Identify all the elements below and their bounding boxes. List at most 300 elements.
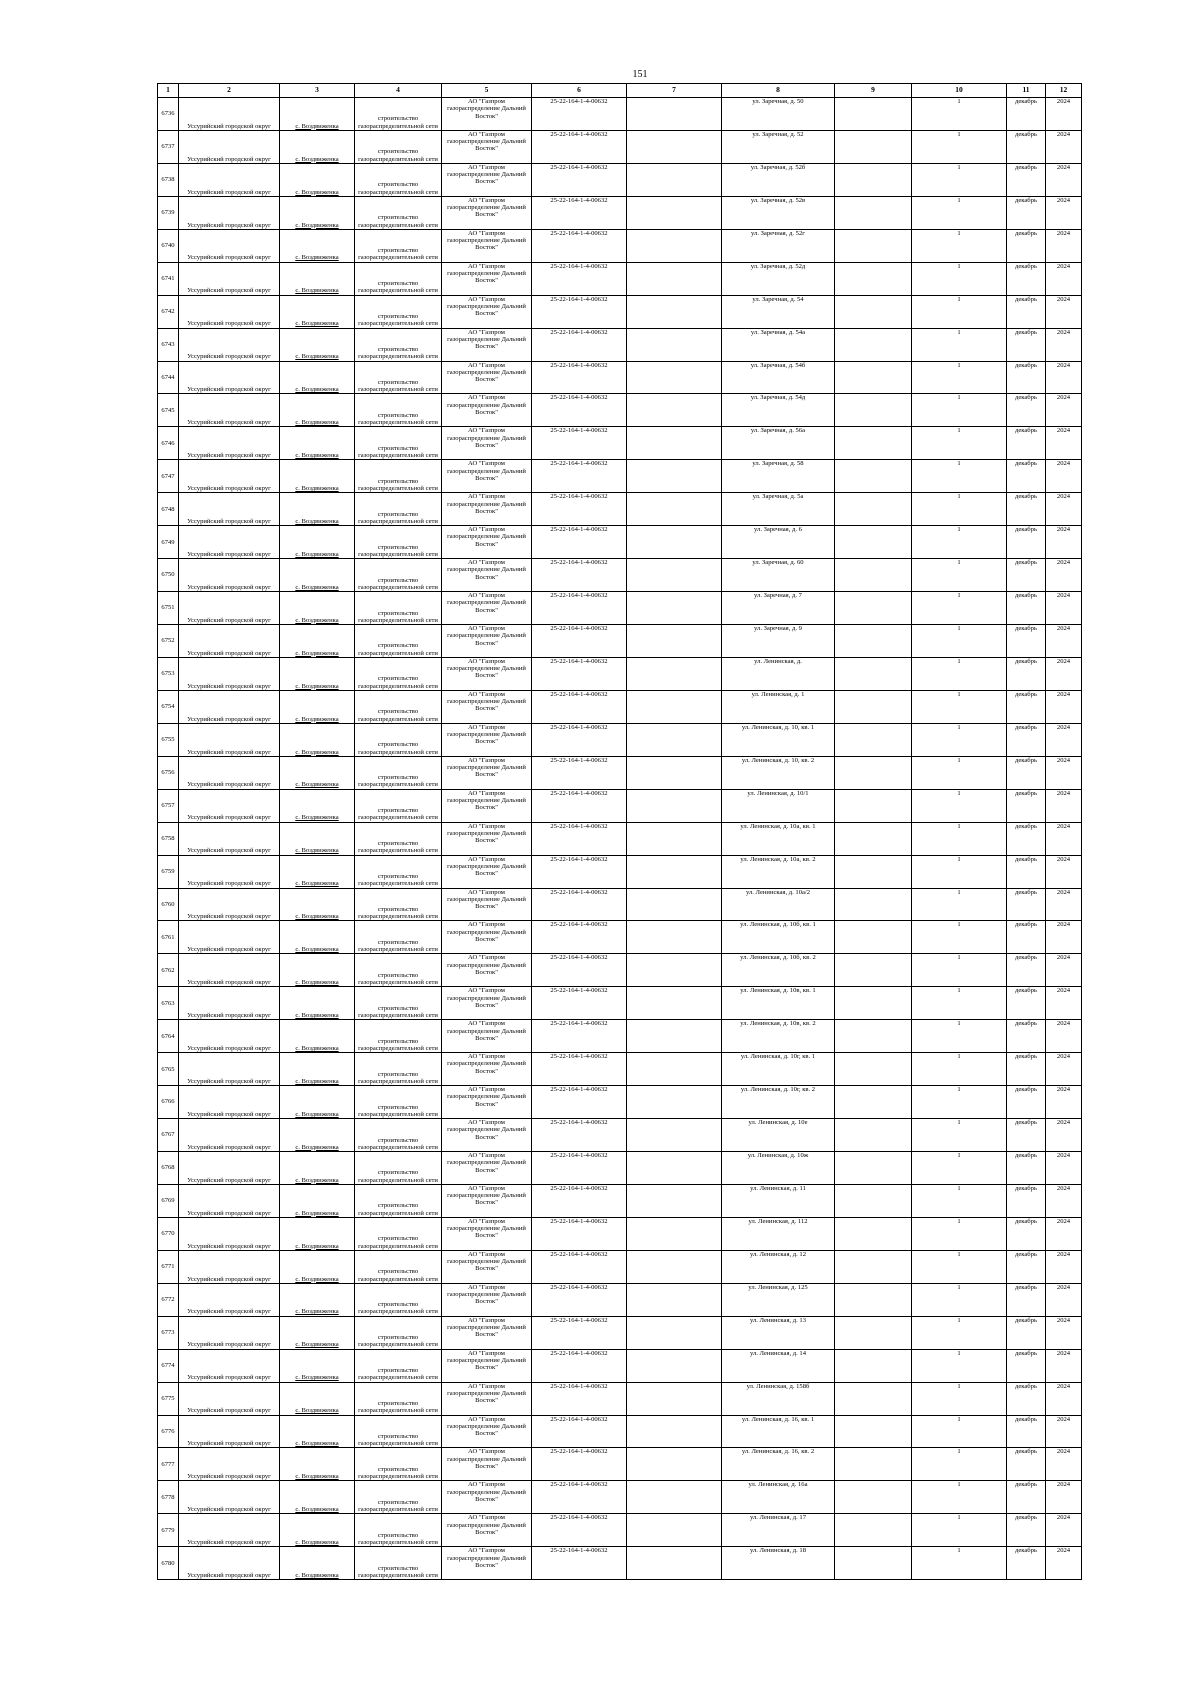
- work-type-cell: строительство газораспределительной сети: [355, 954, 442, 987]
- village-cell: [280, 855, 355, 888]
- row-number: 6767: [158, 1119, 179, 1152]
- work-type-cell: строительство газораспределительной сети: [355, 1119, 442, 1152]
- column-9-cell: [835, 1283, 912, 1316]
- column-9-cell: [835, 196, 912, 229]
- table-row: [158, 657, 1082, 690]
- month-cell: декабрь: [1007, 954, 1046, 987]
- column-9-cell: [835, 690, 912, 723]
- document-number-cell: 25-22-164-1-4-00632: [532, 1514, 627, 1547]
- organization-cell: АО "Газпром газораспределение Дальний Восток": [442, 295, 532, 328]
- document-number-cell: 25-22-164-1-4-00632: [532, 723, 627, 756]
- address-cell: ул. Заречная, д. 60: [722, 559, 835, 592]
- village-cell: [280, 229, 355, 262]
- column-7-cell: [627, 1382, 722, 1415]
- village-cell: [280, 954, 355, 987]
- district-cell: Уссурийский городской округ: [179, 987, 280, 1020]
- quantity-cell: 1: [912, 328, 1007, 361]
- document-number-cell: 25-22-164-1-4-00632: [532, 1448, 627, 1481]
- year-cell: 2024: [1046, 855, 1082, 888]
- address-cell: ул. Заречная, д. 52д: [722, 262, 835, 295]
- organization-cell: АО "Газпром газораспределение Дальний Восток": [442, 690, 532, 723]
- year-cell: 2024: [1046, 559, 1082, 592]
- village-cell: [280, 1152, 355, 1185]
- village-cell: [280, 262, 355, 295]
- table-row: [158, 1250, 1082, 1283]
- column-7-cell: [627, 1481, 722, 1514]
- organization-cell: АО "Газпром газораспределение Дальний Восток": [442, 888, 532, 921]
- column-9-cell: [835, 394, 912, 427]
- year-cell: 2024: [1046, 921, 1082, 954]
- column-7-cell: [627, 1415, 722, 1448]
- row-number: 6755: [158, 723, 179, 756]
- district-cell: Уссурийский городской округ: [179, 921, 280, 954]
- organization-cell: АО "Газпром газораспределение Дальний Восток": [442, 1349, 532, 1382]
- village-label: с. Воздвиженка: [295, 1275, 339, 1283]
- village-cell: [280, 1415, 355, 1448]
- village-label: с. Воздвиженка: [295, 1539, 339, 1546]
- village-label: с. Воздвиженка: [295, 485, 339, 492]
- village-cell: [280, 394, 355, 427]
- organization-cell: АО "Газпром газораспределение Дальний Восток": [442, 1119, 532, 1152]
- month-cell: декабрь: [1007, 921, 1046, 954]
- month-cell: декабрь: [1007, 1382, 1046, 1415]
- column-9-cell: [835, 130, 912, 163]
- column-9-cell: [835, 592, 912, 625]
- year-cell: 2024: [1046, 1547, 1082, 1580]
- work-type-cell: строительство газораспределительной сети: [355, 756, 442, 789]
- column-9-cell: [835, 328, 912, 361]
- column-7-cell: [627, 394, 722, 427]
- district-cell: Уссурийский городской округ: [179, 394, 280, 427]
- village-cell: [280, 1020, 355, 1053]
- district-cell: Уссурийский городской округ: [179, 1119, 280, 1152]
- month-cell: декабрь: [1007, 1547, 1046, 1580]
- year-cell: 2024: [1046, 1382, 1082, 1415]
- year-cell: 2024: [1046, 1086, 1082, 1119]
- village-label: с. Воздвиженка: [295, 419, 339, 427]
- row-number: 6747: [158, 460, 179, 493]
- year-cell: 2024: [1046, 1415, 1082, 1448]
- year-cell: 2024: [1046, 625, 1082, 658]
- table-row: [158, 1217, 1082, 1250]
- address-cell: ул. Ленинская, д. 10/1: [722, 789, 835, 822]
- village-cell: [280, 1217, 355, 1250]
- column-7-cell: [627, 262, 722, 295]
- district-cell: Уссурийский городской округ: [179, 229, 280, 262]
- village-label: с. Воздвиженка: [295, 682, 339, 690]
- document-number-cell: 25-22-164-1-4-00632: [532, 394, 627, 427]
- table-row: [158, 460, 1082, 493]
- column-7-cell: [627, 328, 722, 361]
- village-cell: [280, 1382, 355, 1415]
- column-9-cell: [835, 229, 912, 262]
- column-7-cell: [627, 361, 722, 394]
- document-number-cell: 25-22-164-1-4-00632: [532, 130, 627, 163]
- column-7-cell: [627, 1349, 722, 1382]
- work-type-cell: строительство газораспределительной сети: [355, 592, 442, 625]
- document-number-cell: 25-22-164-1-4-00632: [532, 987, 627, 1020]
- document-number-cell: 25-22-164-1-4-00632: [532, 559, 627, 592]
- address-cell: ул. Заречная, д. 52в: [722, 196, 835, 229]
- quantity-cell: 1: [912, 1250, 1007, 1283]
- organization-cell: АО "Газпром газораспределение Дальний Восток": [442, 361, 532, 394]
- village-cell: [280, 592, 355, 625]
- work-type-cell: строительство газораспределительной сети: [355, 1415, 442, 1448]
- row-number: 6744: [158, 361, 179, 394]
- village-label: с. Воздвиженка: [295, 814, 339, 822]
- year-cell: 2024: [1046, 822, 1082, 855]
- quantity-cell: 1: [912, 1415, 1007, 1448]
- year-cell: 2024: [1046, 427, 1082, 460]
- quantity-cell: 1: [912, 657, 1007, 690]
- row-number: 6769: [158, 1184, 179, 1217]
- organization-cell: АО "Газпром газораспределение Дальний Восток": [442, 460, 532, 493]
- column-9-cell: [835, 526, 912, 559]
- village-label: с. Воздвиженка: [295, 320, 339, 328]
- year-cell: 2024: [1046, 1250, 1082, 1283]
- village-label: с. Воздвиженка: [295, 188, 339, 196]
- organization-cell: АО "Газпром газораспределение Дальний Восток": [442, 1382, 532, 1415]
- month-cell: декабрь: [1007, 493, 1046, 526]
- row-number: 6752: [158, 625, 179, 658]
- year-cell: 2024: [1046, 1020, 1082, 1053]
- table-row: [158, 822, 1082, 855]
- column-header: 4: [355, 84, 442, 98]
- organization-cell: АО "Газпром газораспределение Дальний Восток": [442, 789, 532, 822]
- table-row: [158, 262, 1082, 295]
- document-number-cell: 25-22-164-1-4-00632: [532, 1349, 627, 1382]
- village-cell: [280, 625, 355, 658]
- district-cell: Уссурийский городской округ: [179, 1250, 280, 1283]
- village-label: с. Воздвиженка: [295, 715, 339, 723]
- month-cell: декабрь: [1007, 855, 1046, 888]
- column-9-cell: [835, 1053, 912, 1086]
- month-cell: декабрь: [1007, 822, 1046, 855]
- district-cell: Уссурийский городской округ: [179, 1514, 280, 1547]
- work-type-cell: строительство газораспределительной сети: [355, 822, 442, 855]
- month-cell: декабрь: [1007, 361, 1046, 394]
- work-type-cell: строительство газораспределительной сети: [355, 328, 442, 361]
- village-label: с. Воздвиженка: [295, 1341, 339, 1349]
- work-type-cell: строительство газораспределительной сети: [355, 1547, 442, 1580]
- document-number-cell: 25-22-164-1-4-00632: [532, 1316, 627, 1349]
- column-7-cell: [627, 493, 722, 526]
- quantity-cell: 1: [912, 625, 1007, 658]
- quantity-cell: 1: [912, 526, 1007, 559]
- address-cell: ул. Заречная, д. 9: [722, 625, 835, 658]
- district-cell: Уссурийский городской округ: [179, 1448, 280, 1481]
- work-type-cell: строительство газораспределительной сети: [355, 1514, 442, 1547]
- quantity-cell: 1: [912, 427, 1007, 460]
- quantity-cell: 1: [912, 460, 1007, 493]
- village-label: с. Воздвиженка: [295, 1012, 339, 1019]
- organization-cell: АО "Газпром газораспределение Дальний Восток": [442, 954, 532, 987]
- column-9-cell: [835, 921, 912, 954]
- document-number-cell: 25-22-164-1-4-00632: [532, 756, 627, 789]
- district-cell: Уссурийский городской округ: [179, 1349, 280, 1382]
- organization-cell: АО "Газпром газораспределение Дальний Восток": [442, 1020, 532, 1053]
- organization-cell: АО "Газпром газораспределение Дальний Восток": [442, 1086, 532, 1119]
- quantity-cell: 1: [912, 921, 1007, 954]
- village-label: с. Воздвиженка: [295, 452, 339, 460]
- year-cell: 2024: [1046, 789, 1082, 822]
- address-cell: ул. Ленинская, д. 17: [722, 1514, 835, 1547]
- district-cell: Уссурийский городской округ: [179, 493, 280, 526]
- document-number-cell: 25-22-164-1-4-00632: [532, 98, 627, 131]
- organization-cell: АО "Газпром газораспределение Дальний Восток": [442, 625, 532, 658]
- table-row: [158, 1514, 1082, 1547]
- row-number: 6766: [158, 1086, 179, 1119]
- address-cell: ул. Заречная, д. 5а: [722, 493, 835, 526]
- year-cell: 2024: [1046, 361, 1082, 394]
- village-label: с. Воздвиженка: [295, 1176, 339, 1184]
- column-7-cell: [627, 1217, 722, 1250]
- row-number: 6771: [158, 1250, 179, 1283]
- table-row: [158, 1053, 1082, 1086]
- quantity-cell: 1: [912, 723, 1007, 756]
- district-cell: Уссурийский городской округ: [179, 756, 280, 789]
- village-cell: [280, 1448, 355, 1481]
- row-number: 6768: [158, 1152, 179, 1185]
- village-cell: [280, 196, 355, 229]
- year-cell: 2024: [1046, 1217, 1082, 1250]
- table-row: [158, 295, 1082, 328]
- village-cell: [280, 1316, 355, 1349]
- row-number: 6741: [158, 262, 179, 295]
- month-cell: декабрь: [1007, 1086, 1046, 1119]
- month-cell: декабрь: [1007, 1119, 1046, 1152]
- village-label: с. Воздвиженка: [295, 847, 339, 855]
- column-7-cell: [627, 855, 722, 888]
- work-type-cell: строительство газораспределительной сети: [355, 888, 442, 921]
- month-cell: декабрь: [1007, 723, 1046, 756]
- village-label: с. Воздвиженка: [295, 946, 339, 954]
- village-cell: [280, 1547, 355, 1580]
- column-header: 1: [158, 84, 179, 98]
- month-cell: декабрь: [1007, 987, 1046, 1020]
- address-cell: ул. Ленинская, д. 10б, кв. 2: [722, 954, 835, 987]
- month-cell: декабрь: [1007, 130, 1046, 163]
- column-7-cell: [627, 625, 722, 658]
- year-cell: 2024: [1046, 1119, 1082, 1152]
- column-9-cell: [835, 1152, 912, 1185]
- village-cell: [280, 1514, 355, 1547]
- work-type-cell: строительство газораспределительной сети: [355, 163, 442, 196]
- row-number: 6763: [158, 987, 179, 1020]
- village-cell: [280, 756, 355, 789]
- quantity-cell: 1: [912, 295, 1007, 328]
- year-cell: 2024: [1046, 987, 1082, 1020]
- column-7-cell: [627, 1086, 722, 1119]
- column-9-cell: [835, 1547, 912, 1580]
- document-number-cell: 25-22-164-1-4-00632: [532, 1152, 627, 1185]
- row-number: 6746: [158, 427, 179, 460]
- column-7-cell: [627, 130, 722, 163]
- table-row: [158, 130, 1082, 163]
- column-9-cell: [835, 1514, 912, 1547]
- document-number-cell: 25-22-164-1-4-00632: [532, 196, 627, 229]
- row-number: 6749: [158, 526, 179, 559]
- quantity-cell: 1: [912, 98, 1007, 131]
- column-7-cell: [627, 756, 722, 789]
- quantity-cell: 1: [912, 1053, 1007, 1086]
- column-7-cell: [627, 789, 722, 822]
- column-7-cell: [627, 98, 722, 131]
- address-cell: ул. Ленинская, д. 16, кв. 2: [722, 1448, 835, 1481]
- village-label: с. Воздвиженка: [295, 353, 339, 361]
- village-cell: [280, 295, 355, 328]
- district-cell: Уссурийский городской округ: [179, 789, 280, 822]
- address-cell: ул. Заречная, д. 52: [722, 130, 835, 163]
- column-7-cell: [627, 657, 722, 690]
- document-number-cell: 25-22-164-1-4-00632: [532, 163, 627, 196]
- table-row: [158, 723, 1082, 756]
- village-cell: [280, 460, 355, 493]
- year-cell: 2024: [1046, 1349, 1082, 1382]
- village-cell: [280, 822, 355, 855]
- work-type-cell: строительство газораспределительной сети: [355, 987, 442, 1020]
- district-cell: Уссурийский городской округ: [179, 1217, 280, 1250]
- row-number: 6765: [158, 1053, 179, 1086]
- column-7-cell: [627, 1514, 722, 1547]
- quantity-cell: 1: [912, 163, 1007, 196]
- document-number-cell: 25-22-164-1-4-00632: [532, 1283, 627, 1316]
- document-number-cell: 25-22-164-1-4-00632: [532, 262, 627, 295]
- organization-cell: АО "Газпром газораспределение Дальний Восток": [442, 526, 532, 559]
- month-cell: декабрь: [1007, 1481, 1046, 1514]
- column-9-cell: [835, 559, 912, 592]
- column-7-cell: [627, 888, 722, 921]
- month-cell: декабрь: [1007, 1349, 1046, 1382]
- column-header: 9: [835, 84, 912, 98]
- column-7-cell: [627, 987, 722, 1020]
- work-type-cell: строительство газораспределительной сети: [355, 1184, 442, 1217]
- quantity-cell: 1: [912, 1217, 1007, 1250]
- quantity-cell: 1: [912, 1481, 1007, 1514]
- month-cell: декабрь: [1007, 888, 1046, 921]
- village-label: с. Воздвиженка: [295, 1571, 339, 1579]
- village-label: с. Воздвиженка: [295, 979, 339, 987]
- table-row: [158, 1481, 1082, 1514]
- row-number: 6772: [158, 1283, 179, 1316]
- village-label: с. Воздвиженка: [295, 1077, 339, 1085]
- work-type-cell: строительство газораспределительной сети: [355, 526, 442, 559]
- address-cell: ул. Заречная, д. 54д: [722, 394, 835, 427]
- district-cell: Уссурийский городской округ: [179, 1547, 280, 1580]
- address-cell: ул. Ленинская, д. 10в, кв. 2: [722, 1020, 835, 1053]
- column-7-cell: [627, 954, 722, 987]
- column-9-cell: [835, 723, 912, 756]
- quantity-cell: 1: [912, 394, 1007, 427]
- month-cell: декабрь: [1007, 559, 1046, 592]
- year-cell: 2024: [1046, 888, 1082, 921]
- table-row: [158, 1382, 1082, 1415]
- village-label: с. Воздвиженка: [295, 155, 339, 163]
- organization-cell: АО "Газпром газораспределение Дальний Восток": [442, 1316, 532, 1349]
- table-row: [158, 163, 1082, 196]
- work-type-cell: строительство газораспределительной сети: [355, 196, 442, 229]
- column-7-cell: [627, 1547, 722, 1580]
- column-9-cell: [835, 1415, 912, 1448]
- address-cell: ул. Заречная, д. 54б: [722, 361, 835, 394]
- document-number-cell: 25-22-164-1-4-00632: [532, 625, 627, 658]
- year-cell: 2024: [1046, 295, 1082, 328]
- quantity-cell: 1: [912, 1086, 1007, 1119]
- column-9-cell: [835, 98, 912, 131]
- quantity-cell: 1: [912, 1349, 1007, 1382]
- column-7-cell: [627, 460, 722, 493]
- document-number-cell: 25-22-164-1-4-00632: [532, 526, 627, 559]
- work-type-cell: строительство газораспределительной сети: [355, 1053, 442, 1086]
- document-number-cell: 25-22-164-1-4-00632: [532, 295, 627, 328]
- quantity-cell: 1: [912, 954, 1007, 987]
- quantity-cell: 1: [912, 1020, 1007, 1053]
- year-cell: 2024: [1046, 1184, 1082, 1217]
- row-number: 6753: [158, 657, 179, 690]
- document-number-cell: 25-22-164-1-4-00632: [532, 361, 627, 394]
- address-cell: ул. Заречная, д. 52б: [722, 163, 835, 196]
- column-7-cell: [627, 1283, 722, 1316]
- village-cell: [280, 789, 355, 822]
- month-cell: декабрь: [1007, 592, 1046, 625]
- organization-cell: АО "Газпром газораспределение Дальний Восток": [442, 1184, 532, 1217]
- work-type-cell: строительство газораспределительной сети: [355, 625, 442, 658]
- village-label: с. Воздвиженка: [295, 781, 339, 789]
- address-cell: ул. Ленинская, д. 125: [722, 1283, 835, 1316]
- organization-cell: АО "Газпром газораспределение Дальний Восток": [442, 98, 532, 131]
- district-cell: Уссурийский городской округ: [179, 625, 280, 658]
- district-cell: Уссурийский городской округ: [179, 723, 280, 756]
- village-cell: [280, 1184, 355, 1217]
- column-9-cell: [835, 1020, 912, 1053]
- column-9-cell: [835, 493, 912, 526]
- row-number: 6740: [158, 229, 179, 262]
- month-cell: декабрь: [1007, 1415, 1046, 1448]
- row-number: 6770: [158, 1217, 179, 1250]
- month-cell: декабрь: [1007, 789, 1046, 822]
- column-header: 3: [280, 84, 355, 98]
- village-label: с. Воздвиженка: [295, 880, 339, 888]
- quantity-cell: 1: [912, 130, 1007, 163]
- document-number-cell: 25-22-164-1-4-00632: [532, 921, 627, 954]
- table-row: [158, 361, 1082, 394]
- quantity-cell: 1: [912, 1184, 1007, 1217]
- organization-cell: АО "Газпром газораспределение Дальний Восток": [442, 559, 532, 592]
- table-row: [158, 394, 1082, 427]
- work-type-cell: строительство газораспределительной сети: [355, 657, 442, 690]
- address-cell: ул. Заречная, д. 52г: [722, 229, 835, 262]
- table-row: [158, 855, 1082, 888]
- work-type-cell: строительство газораспределительной сети: [355, 1020, 442, 1053]
- address-cell: ул. Заречная, д. 56а: [722, 427, 835, 460]
- column-9-cell: [835, 460, 912, 493]
- address-cell: ул. Ленинская, д.: [722, 657, 835, 690]
- table-row: [158, 328, 1082, 361]
- work-type-cell: строительство газораспределительной сети: [355, 427, 442, 460]
- row-number: 6736: [158, 98, 179, 131]
- column-header: 2: [179, 84, 280, 98]
- district-cell: Уссурийский городской округ: [179, 361, 280, 394]
- year-cell: 2024: [1046, 1514, 1082, 1547]
- work-type-cell: строительство газораспределительной сети: [355, 690, 442, 723]
- row-number: 6751: [158, 592, 179, 625]
- row-number: 6760: [158, 888, 179, 921]
- organization-cell: АО "Газпром газораспределение Дальний Восток": [442, 262, 532, 295]
- document-number-cell: 25-22-164-1-4-00632: [532, 1053, 627, 1086]
- row-number: 6779: [158, 1514, 179, 1547]
- address-cell: ул. Ленинская, д. 10, кв. 1: [722, 723, 835, 756]
- year-cell: 2024: [1046, 130, 1082, 163]
